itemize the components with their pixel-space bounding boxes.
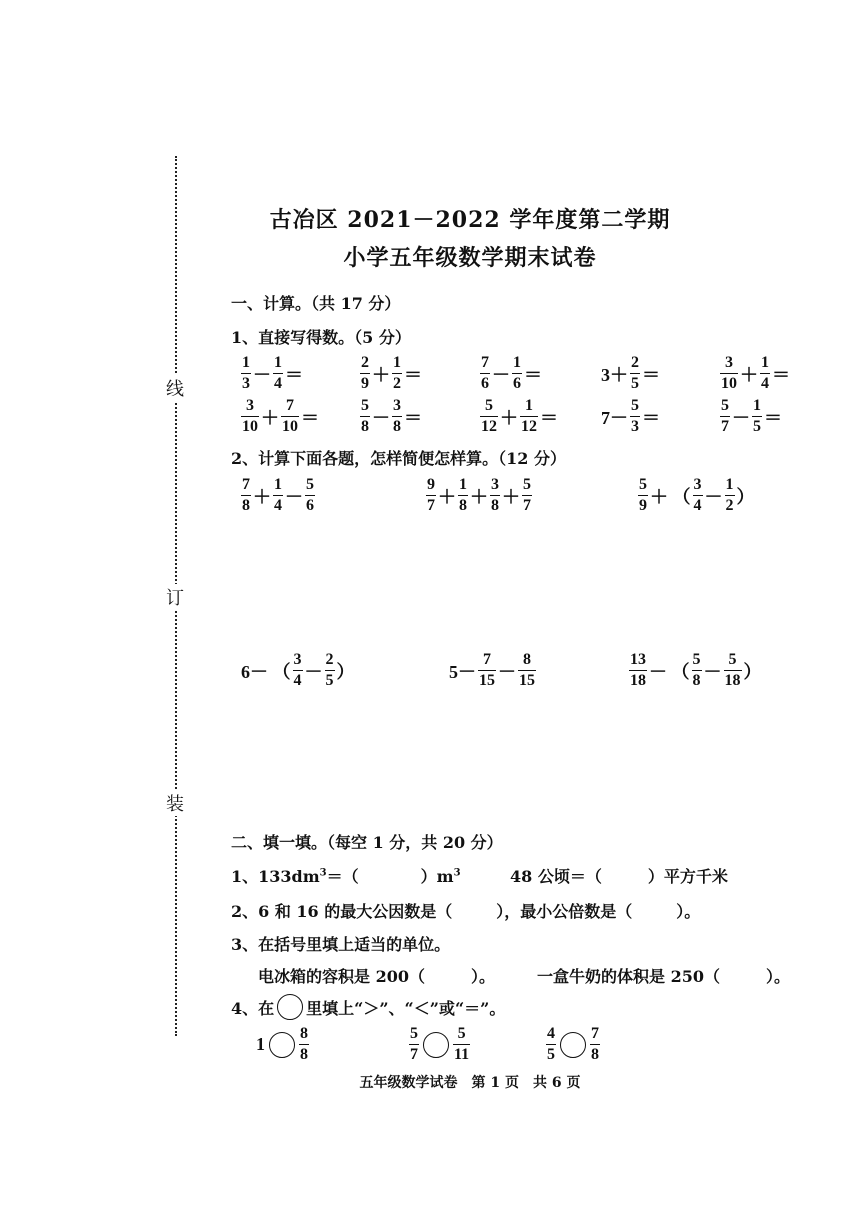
- fraction: [720, 398, 730, 435]
- fraction-denominator: 6: [481, 375, 489, 392]
- fraction-denominator: 5: [325, 672, 334, 689]
- equals-sign: ＝: [772, 364, 790, 385]
- fraction: [241, 398, 259, 435]
- fraction-numerator: 7: [481, 354, 489, 371]
- fraction: [299, 1026, 309, 1063]
- equals-sign: ＝: [404, 407, 422, 428]
- fraction-numerator: 1: [761, 354, 769, 371]
- fraction: [360, 398, 370, 435]
- fraction-numerator: 2: [631, 354, 639, 371]
- s2-q3a: 电冰箱的容积是 200（ ）。: [258, 967, 495, 986]
- fraction-numerator: 5: [306, 476, 314, 493]
- fraction: [480, 355, 490, 392]
- fraction: [305, 477, 315, 514]
- exam-title-line1: 古冶区 2021－2022 学年度第二学期: [269, 207, 671, 233]
- fraction-numerator: 1: [274, 476, 282, 493]
- fraction-denominator: 8: [393, 418, 401, 435]
- fraction-denominator: 7: [523, 497, 531, 514]
- fraction: [392, 398, 402, 435]
- fraction-denominator: 4: [693, 497, 702, 514]
- q1-title: 1、直接写得数。（5 分）: [231, 328, 411, 347]
- fraction: [453, 1026, 470, 1063]
- fraction-denominator: 15: [519, 672, 535, 689]
- fraction-numerator: 5: [631, 397, 639, 414]
- fraction-denominator: 5: [547, 1046, 555, 1063]
- q1-expression: [359, 398, 423, 435]
- close-paren: ）: [336, 661, 355, 682]
- fraction: [426, 477, 436, 514]
- fraction: [720, 355, 738, 392]
- section1-title: 一、计算。（共 17 分）: [231, 294, 401, 313]
- operator: ＋: [502, 486, 520, 507]
- operator: － （: [649, 661, 690, 682]
- fraction: [273, 355, 283, 392]
- fraction: [630, 355, 640, 392]
- q1-expression: [719, 398, 783, 435]
- fraction-denominator: 8: [491, 497, 499, 514]
- q1-expression: [479, 355, 543, 392]
- fraction-numerator: 5: [361, 397, 369, 414]
- q2-expression: [240, 652, 356, 689]
- q2-expression: [240, 477, 316, 514]
- fraction-numerator: 7: [591, 1025, 599, 1042]
- fraction-denominator: 3: [631, 418, 639, 435]
- compare-circle[interactable]: [560, 1032, 586, 1058]
- fraction: [518, 652, 536, 689]
- fraction: [725, 477, 735, 514]
- q2-expression: [628, 652, 763, 689]
- operator: －: [253, 364, 271, 385]
- equals-sign: ＝: [285, 364, 303, 385]
- close-paren: ）: [743, 661, 762, 682]
- fraction-denominator: 8: [692, 672, 701, 689]
- fraction-numerator: 9: [427, 476, 435, 493]
- s2-q2: 2、6 和 16 的最大公因数是（ ），最小公倍数是（ ）。: [231, 902, 701, 921]
- fraction: [590, 1026, 600, 1063]
- q1-expression: [359, 355, 423, 392]
- equals-sign: ＝: [642, 364, 660, 385]
- fraction: [478, 652, 496, 689]
- q1-expression: [240, 355, 304, 392]
- operator: －: [732, 407, 750, 428]
- fraction-denominator: 9: [361, 375, 369, 392]
- s2-q1a: 1、$133dm^3=$（ ）$m^3$: [231, 867, 461, 886]
- fraction-numerator: 5: [523, 476, 531, 493]
- operator: ＋: [253, 486, 271, 507]
- operator: －: [304, 661, 323, 682]
- fraction: [522, 477, 532, 514]
- fraction: [512, 355, 522, 392]
- circle-icon: [277, 994, 303, 1020]
- operator: ＋: [470, 486, 488, 507]
- fraction-numerator: 3: [725, 354, 733, 371]
- fraction: [241, 477, 251, 514]
- q1-expression: [600, 355, 661, 392]
- fraction: [360, 355, 370, 392]
- s2-q1b: 48 公顷＝（ ）平方千米: [510, 867, 728, 886]
- fraction-numerator: 5: [457, 1025, 466, 1042]
- fraction-denominator: 8: [591, 1046, 599, 1063]
- fraction-numerator: 3: [246, 397, 254, 414]
- fraction: [546, 1026, 556, 1063]
- fraction-numerator: 1: [459, 476, 467, 493]
- binding-char-xian: 线: [163, 375, 187, 401]
- fraction-numerator: 5: [639, 476, 647, 493]
- q1-expression: [479, 398, 559, 435]
- equals-sign: ＝: [764, 407, 782, 428]
- fraction: [638, 477, 648, 514]
- operator: －: [703, 661, 722, 682]
- equals-sign: ＝: [540, 407, 558, 428]
- fraction: [629, 652, 647, 689]
- operator: ＋: [740, 364, 758, 385]
- q2-expression: [425, 477, 533, 514]
- s2-q4-title: 4、在 里填上“＞”、“＜”或“＝”。: [231, 994, 505, 1020]
- expr-lead: 3＋: [601, 364, 628, 385]
- fraction: [752, 398, 762, 435]
- fraction-numerator: 7: [483, 651, 491, 668]
- fraction-denominator: 5: [753, 418, 761, 435]
- q1-expression: [240, 398, 320, 435]
- equals-sign: ＝: [301, 407, 319, 428]
- exam-title-line2: 小学五年级数学期末试卷: [343, 245, 597, 271]
- fraction-numerator: 13: [630, 651, 646, 668]
- fraction-denominator: 2: [725, 497, 734, 514]
- expr-lead: 6－ （: [241, 661, 291, 682]
- fraction-denominator: 4: [293, 672, 302, 689]
- fraction-numerator: 3: [491, 476, 499, 493]
- fraction: [293, 652, 303, 689]
- fraction-denominator: 7: [721, 418, 729, 435]
- operator: －: [498, 661, 516, 682]
- fraction: [325, 652, 335, 689]
- fraction: [693, 477, 703, 514]
- q1-expression: [719, 355, 791, 392]
- operator: －: [704, 486, 723, 507]
- fraction-numerator: 4: [547, 1025, 555, 1042]
- compare-circle[interactable]: [269, 1032, 295, 1058]
- s2-q3-title: 3、在括号里填上适当的单位。: [231, 935, 451, 954]
- fraction-numerator: 5: [721, 397, 729, 414]
- equals-sign: ＝: [642, 407, 660, 428]
- operator: －: [285, 486, 303, 507]
- fraction-denominator: 2: [393, 375, 401, 392]
- fraction-denominator: 12: [481, 418, 497, 435]
- fraction-numerator: 1: [525, 397, 533, 414]
- fraction-numerator: 1: [753, 397, 761, 414]
- fraction-numerator: 3: [693, 476, 702, 493]
- fraction-denominator: 4: [761, 375, 769, 392]
- compare-circle[interactable]: [423, 1032, 449, 1058]
- fraction-denominator: 7: [427, 497, 435, 514]
- fraction-denominator: 3: [242, 375, 250, 392]
- operator: ＋: [261, 407, 279, 428]
- close-paren: ）: [736, 486, 755, 507]
- fraction-denominator: 7: [410, 1046, 418, 1063]
- fraction: [458, 477, 468, 514]
- fraction: [480, 398, 498, 435]
- binding-char-zhuang: 装: [163, 790, 187, 816]
- fraction: [490, 477, 500, 514]
- fraction: [273, 477, 283, 514]
- binding-char-ding: 订: [163, 584, 187, 610]
- fraction-denominator: 4: [274, 497, 282, 514]
- fraction-denominator: 6: [513, 375, 521, 392]
- operator: ＋: [500, 407, 518, 428]
- fraction-denominator: 18: [630, 672, 646, 689]
- equals-sign: ＝: [524, 364, 542, 385]
- fraction-numerator: 1: [393, 354, 401, 371]
- fraction: [692, 652, 702, 689]
- fraction-denominator: 10: [242, 418, 258, 435]
- fraction: [241, 355, 251, 392]
- operator: －: [372, 407, 390, 428]
- fraction-denominator: 8: [242, 497, 250, 514]
- fraction-numerator: 1: [242, 354, 250, 371]
- fraction-denominator: 15: [479, 672, 495, 689]
- fraction-denominator: 6: [306, 497, 314, 514]
- fraction-denominator: 8: [361, 418, 369, 435]
- fraction: [392, 355, 402, 392]
- operator: ＋: [438, 486, 456, 507]
- fraction-numerator: 3: [393, 397, 401, 414]
- operator: ＋: [372, 364, 390, 385]
- fraction-numerator: 1: [725, 476, 734, 493]
- fraction: [520, 398, 538, 435]
- fraction-denominator: 18: [724, 672, 741, 689]
- compare-left: 1: [256, 1034, 265, 1054]
- fraction-numerator: 1: [274, 354, 282, 371]
- fraction-denominator: 9: [639, 497, 647, 514]
- fraction: [760, 355, 770, 392]
- fraction-denominator: 11: [454, 1046, 470, 1063]
- fraction-denominator: 12: [521, 418, 537, 435]
- fraction-numerator: 1: [513, 354, 521, 371]
- fraction-numerator: 7: [286, 397, 294, 414]
- fraction-denominator: 5: [631, 375, 639, 392]
- fraction-denominator: 4: [274, 375, 282, 392]
- expr-lead: 7－: [601, 407, 628, 428]
- fraction-numerator: 2: [361, 354, 369, 371]
- q4-comparison: [408, 1026, 471, 1063]
- page-footer: 五年级数学试卷 第 1 页 共 6 页: [359, 1075, 581, 1091]
- section2-title: 二、填一填。（每空 1 分，共 20 分）: [231, 833, 503, 852]
- fraction-denominator: 10: [282, 418, 298, 435]
- fraction-numerator: 5: [410, 1025, 418, 1042]
- q2-expression: [637, 477, 756, 514]
- fraction-numerator: 5: [692, 651, 701, 668]
- fraction-numerator: 3: [293, 651, 302, 668]
- q2-title: 2、计算下面各题，怎样简便怎样算。（12 分）: [231, 449, 566, 468]
- operator: ＋ （: [650, 486, 691, 507]
- fraction-numerator: 2: [325, 651, 334, 668]
- q1-expression: [600, 398, 661, 435]
- fraction-denominator: 8: [459, 497, 467, 514]
- fraction-numerator: 5: [485, 397, 493, 414]
- fraction: [630, 398, 640, 435]
- q4-comparison: [545, 1026, 601, 1063]
- fraction: [724, 652, 742, 689]
- fraction-numerator: 8: [523, 651, 531, 668]
- q2-expression: [448, 652, 537, 689]
- equals-sign: ＝: [404, 364, 422, 385]
- fraction-denominator: 8: [300, 1046, 308, 1063]
- fraction: [409, 1026, 419, 1063]
- expr-lead: 5－: [449, 661, 476, 682]
- fraction-denominator: 10: [721, 375, 737, 392]
- q4-comparison: [255, 1026, 310, 1063]
- fraction: [281, 398, 299, 435]
- fraction-numerator: 8: [300, 1025, 308, 1042]
- s2-q3b: 一盒牛奶的体积是 250（ ）。: [537, 967, 790, 986]
- operator: －: [492, 364, 510, 385]
- fraction-numerator: 5: [728, 651, 737, 668]
- fraction-numerator: 7: [242, 476, 250, 493]
